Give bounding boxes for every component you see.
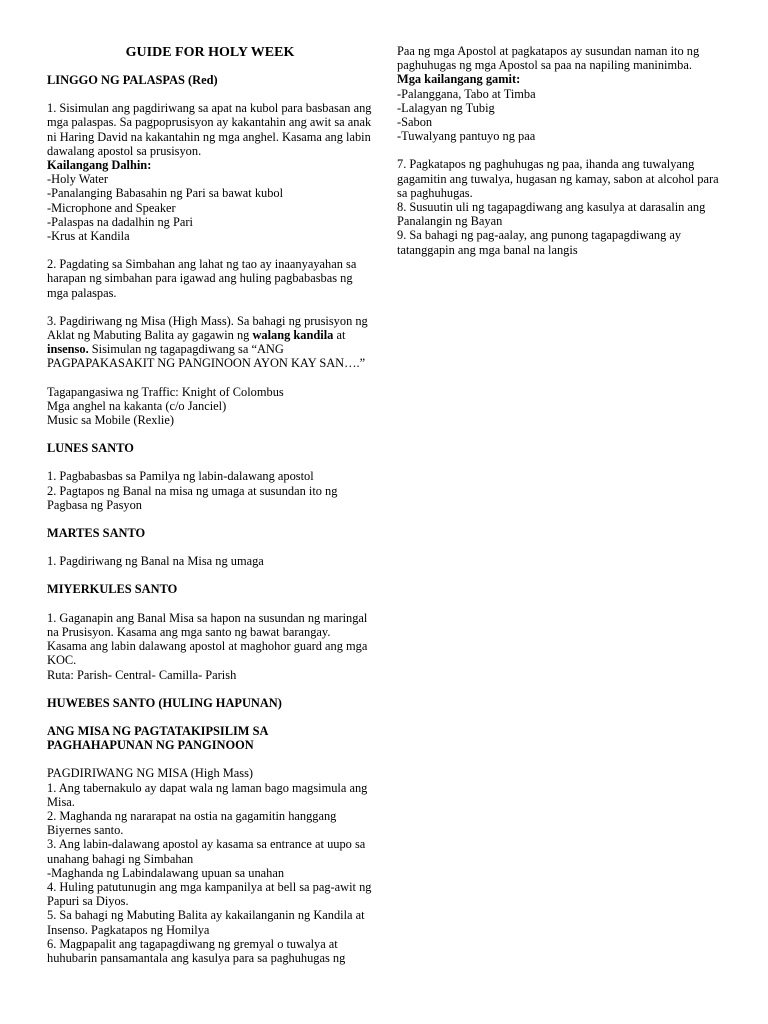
holy-thursday-item: 7. Pagkatapos ng paghuhugas ng paa, ihanda ang tuwalyang gagamitin ang tuwalya, hugasan ng kamay, sabon at alcohol para sa paghuhugas. xyxy=(397,157,719,200)
holy-thursday-item: 3. Ang labin-dalawang apostol ay kasama sa entrance at uupo sa unahang bahagi ng Simbahan xyxy=(47,837,366,866)
holy-wednesday-step-1: 1. Gaganapin ang Banal Misa sa hapon na susundan ng maringal na Prusisyon. Kasama ang mga santo ng bawat barangay. Kasama ang labin dalawang apostol at maghohor guard ang mga KOC. xyxy=(47,610,368,668)
holy-monday-item: 1. Pagbabasbas sa Pamilya ng labin-dalawang apostol xyxy=(47,469,314,484)
palm-sunday-role: Music sa Mobile (Rexlie) xyxy=(47,413,174,428)
step-3-text: at xyxy=(333,328,346,343)
palm-sunday-step-2: 2. Pagdating sa Simbahan ang lahat ng tao ay inaanyayahan sa harapan ng simbahan para igawad ang huling pagbabasbas ng mga palaspas. xyxy=(47,257,357,300)
holy-tuesday-item: 1. Pagdiriwang ng Banal na Misa ng umaga xyxy=(47,554,264,569)
palm-sunday-step-1: 1. Sisimulan ang pagdiriwang sa apat na kubol para basbasan ang mga palaspas. Sa pagpoprusisyon ay kakantahin ang awit sa anak ni Haring David na kakantahin ng mga anghel. Kasama ang labin dawalang apostol sa prusisyon. xyxy=(47,101,372,158)
spacer xyxy=(47,300,373,314)
spacer xyxy=(47,752,373,766)
holy-thursday-item: 5. Sa bahagi ng Mabuting Balita ay kakailanganin ng Kandila at Insenso. Pagkatapos ng Homilya xyxy=(47,908,365,937)
holy-tuesday-heading: MARTES SANTO xyxy=(47,526,146,541)
holy-thursday-need: -Sabon xyxy=(397,115,433,130)
palm-sunday-role: Tagapangasiwa ng Traffic: Knight of Colombus xyxy=(47,384,284,399)
holy-thursday-item: 2. Maghanda ng nararapat na ostia na gagamitin hanggang Biyernes santo. xyxy=(47,808,337,838)
spacer xyxy=(47,597,373,611)
spacer xyxy=(47,710,373,724)
holy-thursday-need: -Palanggana, Tabo at Timba xyxy=(397,86,536,101)
palm-sunday-role: Mga anghel na kakanta (c/o Janciel) xyxy=(47,398,227,413)
holy-thursday-continued: Paa ng mga Apostol at pagkatapos ay susundan naman ito ng paghuhugas ng mga Apostol sa paa na napiling maninimba. xyxy=(397,44,700,73)
step-3-text: 3. Pagdiriwang ng Misa (High Mass). Sa bahagi ng prusisyon ng Aklat ng Mabuting Balita ay gagawin ng xyxy=(47,313,368,343)
palm-sunday-bring-label: Kailangang Dalhin: xyxy=(47,158,152,173)
holy-thursday-item: 1. Ang tabernakulo ay dapat wala ng laman bago magsimula ang Misa. xyxy=(47,780,368,809)
spacer xyxy=(47,243,373,257)
holy-thursday-needs-label: Mga kailangang gamit: xyxy=(397,72,521,87)
no-candle-emphasis: walang kandila xyxy=(252,328,334,343)
step-3-text: Sisimulan ng tagapagdiwang sa “ANG PAGPAPAKASAKIT NG PANGINOON AYON KAY SAN….” xyxy=(47,342,366,371)
holy-thursday-item: 6. Magpapalit ang tagapagdiwang ng gremyal o tuwalya at huhubarin pansamantala ang kasulya para sa paghuhugas ng xyxy=(47,936,346,965)
left-column xyxy=(47,44,373,965)
palm-sunday-item: -Krus at Kandila xyxy=(47,229,130,244)
holy-thursday-need: -Lalagyan ng Tubig xyxy=(397,100,495,115)
holy-thursday-mass-label: PAGDIRIWANG NG MISA (High Mass) xyxy=(47,766,254,781)
spacer xyxy=(47,540,373,554)
document-title: GUIDE FOR HOLY WEEK xyxy=(125,45,295,60)
right-column xyxy=(397,44,727,257)
palm-sunday-item: -Palaspas na dadalhin ng Pari xyxy=(47,214,193,229)
spacer xyxy=(47,371,373,385)
spacer xyxy=(47,87,373,101)
holy-wednesday-heading: MIYERKULES SANTO xyxy=(47,582,178,597)
holy-thursday-heading: HUWEBES SANTO (HULING HAPUNAN) xyxy=(47,695,282,710)
spacer xyxy=(47,682,373,696)
incense-emphasis: insenso. xyxy=(47,342,89,357)
palm-sunday-item: -Panalanging Babasahin ng Pari sa bawat kubol xyxy=(47,186,284,201)
holy-thursday-subheading: ANG MISA NG PAGTATAKIPSILIM SA PAGHAHAPUNAN NG PANGINOON xyxy=(47,723,268,753)
holy-thursday-item: 4. Huling patutunugin ang mga kampanilya at bell sa pag-awit ng Papuri sa Diyos. xyxy=(47,879,372,909)
spacer xyxy=(47,455,373,469)
palm-sunday-item: -Holy Water xyxy=(47,172,109,187)
holy-monday-heading: LUNES SANTO xyxy=(47,441,134,456)
spacer xyxy=(47,568,373,582)
spacer xyxy=(397,143,727,157)
spacer xyxy=(47,512,373,526)
palm-sunday-step-3 xyxy=(47,314,373,371)
palm-sunday-item: -Microphone and Speaker xyxy=(47,200,176,215)
holy-monday-item: 2. Pagtapos ng Banal na misa ng umaga at susundan ito ng Pagbasa ng Pasyon xyxy=(47,483,338,512)
holy-thursday-item: 8. Susuutin uli ng tagapagdiwang ang kasulya at darasalin ang Panalangin ng Bayan xyxy=(397,200,706,229)
holy-thursday-item: 9. Sa bahagi ng pag-aalay, ang punong tagapagdiwang ay tatanggapin ang mga banal na langis xyxy=(397,228,682,257)
holy-thursday-need: -Tuwalyang pantuyo ng paa xyxy=(397,129,536,144)
holy-thursday-item: -Maghanda ng Labindalawang upuan sa unahan xyxy=(47,865,285,880)
palm-sunday-heading: LINGGO NG PALASPAS (Red) xyxy=(47,73,218,87)
spacer xyxy=(47,427,373,441)
holy-wednesday-route: Ruta: Parish- Central- Camilla- Parish xyxy=(47,667,237,682)
